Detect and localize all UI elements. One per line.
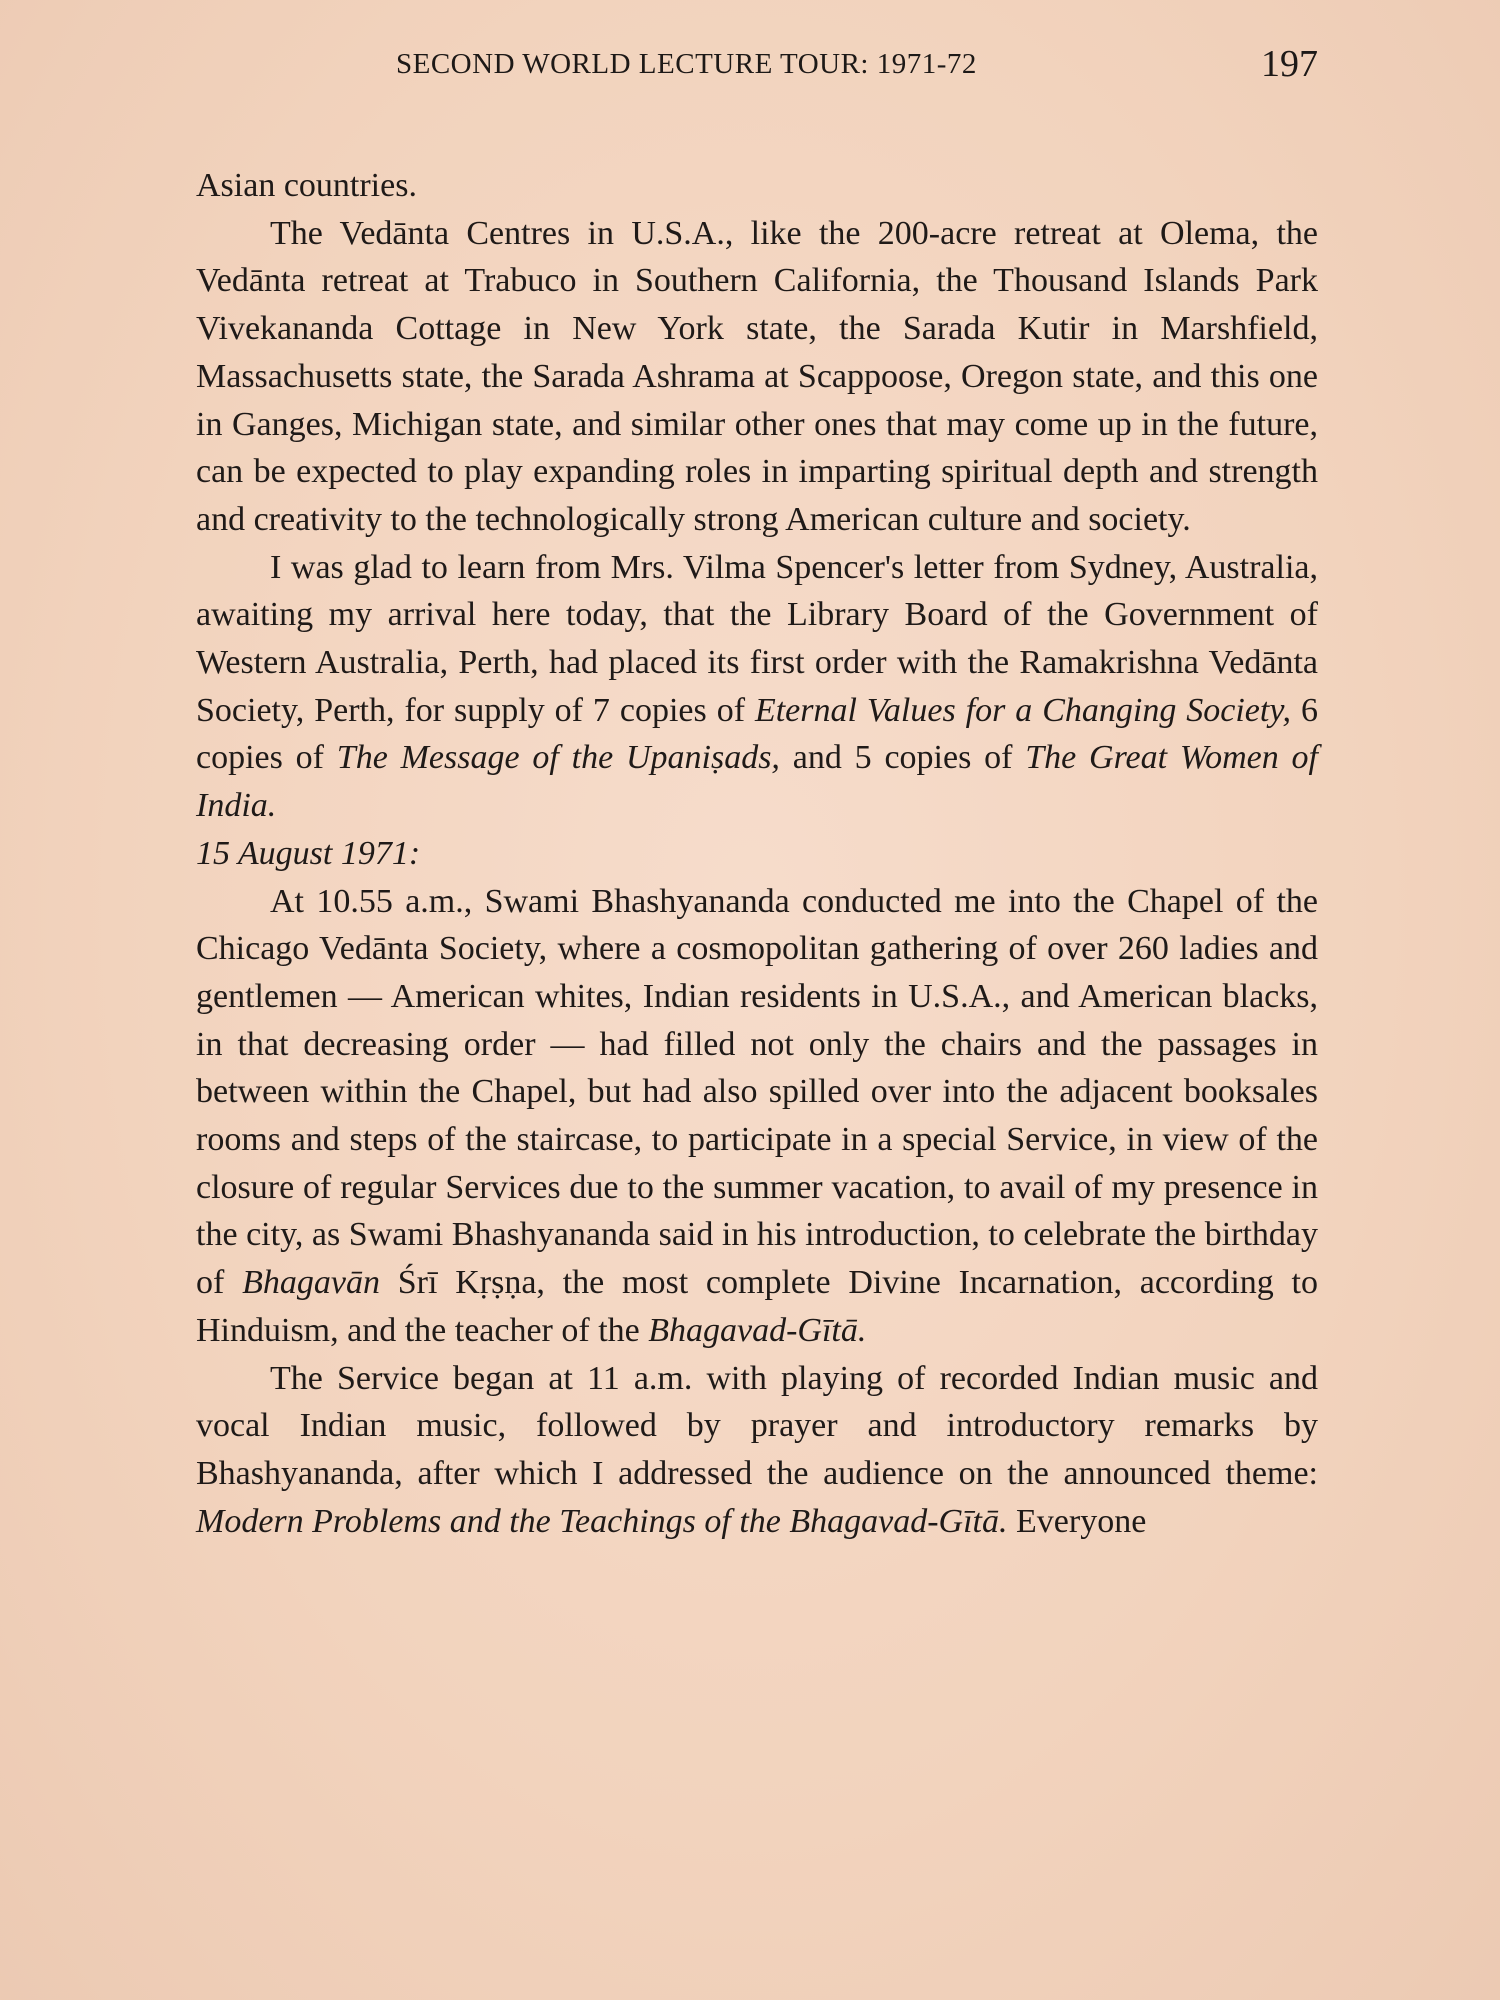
running-title: SECOND WORLD LECTURE TOUR: 1971-72 xyxy=(396,48,977,80)
running-header xyxy=(196,40,1318,100)
page-number: 197 xyxy=(1261,43,1318,85)
book-title: Eternal Values for a Changing Society, xyxy=(754,691,1292,729)
paragraph-text: At 10.55 a.m., Swami Bhashyananda conducted me into the Chapel of the Chicago Vedānta Society, where a cosmopolitan gathering of over 260 ladies and gentlemen — American whites, Indian residents in U.S.A., and American blacks, in that decreasing order — had filled not only the chairs and the passages in between within the Chapel, but had also spilled over into the adjacent booksales rooms and steps of the staircase, to participate in a special Service, in view of the closure of regular Services due to the summer vacation, to avail of my presence in the city, as Swami Bhashyananda said in his introduction, to celebrate the birthday of xyxy=(196,882,1318,1302)
paragraph-text: Śrī Kṛṣṇa, the most complete Divine Incarnation, according to Hinduism, and the teacher of the xyxy=(196,1264,1318,1349)
paragraph-text: Everyone xyxy=(1007,1502,1147,1540)
lecture-title: Modern Problems and the Teachings of the Bhagavad-Gītā. xyxy=(196,1502,1008,1540)
italic-term: Bhagavad-Gītā. xyxy=(648,1311,867,1349)
paragraph-text: The Service began at 11 a.m. with playing of recorded Indian music and vocal Indian music, followed by prayer and introductory remarks by Bhashyananda, after which I addressed the audience on the announced theme: xyxy=(196,1359,1318,1492)
paragraph-text: 6 copies of xyxy=(196,691,1319,777)
paragraph-continuation: Asian countries. xyxy=(196,167,417,204)
book-page xyxy=(196,40,1318,1980)
paragraph-vedanta-centres: The Vedānta Centres in U.S.A., like the 200-acre retreat at Olema, the Vedānta retreat at Trabuco in Southern California, the Thousand Islands Park Vivekananda Cottage in New York state, the Sarada Kutir in Marshfield, Massachusetts state, the Sarada Ashrama at Scappoose, Oregon state, and this one in Ganges, Michigan state, and similar other ones that may come up in the future, can be expected to play expanding roles in imparting spiritual depth and strength and creativity to the technologically strong American culture and society. xyxy=(196,214,1318,538)
paragraph-text: I was glad to learn from Mrs. Vilma Spencer's letter from Sydney, Australia, awaiting my arrival here today, that the Library Board of the Government of Western Australia, Perth, had placed its first order with the Ramakrishna Vedānta Society, Perth, for supply of 7 copies of xyxy=(196,548,1318,729)
italic-term: Bhagavān xyxy=(242,1264,380,1302)
paragraph-chapel-service xyxy=(196,878,1318,1355)
paragraph-library-order xyxy=(196,544,1318,830)
book-title: The Great Women of India. xyxy=(196,739,1318,825)
body-text xyxy=(196,162,1318,1545)
book-title: The Message of the Upaniṣads, xyxy=(336,739,780,777)
paragraph-text: and 5 copies of xyxy=(779,739,1026,777)
date-heading: 15 August 1971: xyxy=(196,834,421,872)
paragraph-service-began xyxy=(196,1355,1318,1546)
